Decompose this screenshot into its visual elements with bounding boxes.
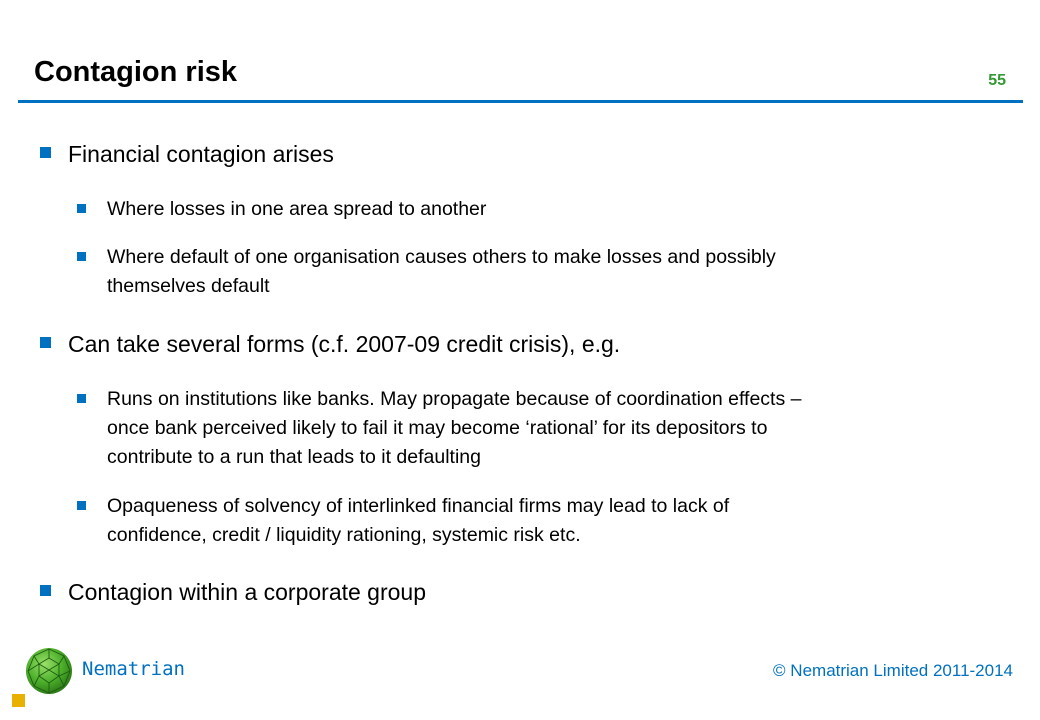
square-bullet-icon bbox=[40, 585, 51, 596]
bullet-text: Opaqueness of solvency of interlinked financial firms may lead to lack of confidence, credit / liquidity rationing, systemic risk etc. bbox=[107, 495, 730, 546]
green-geodesic-sphere-icon bbox=[24, 646, 74, 696]
bullet-text: Financial contagion arises bbox=[68, 141, 334, 167]
copyright-notice: © Nematrian Limited 2011-2014 bbox=[773, 661, 1013, 680]
bullet-text: Runs on institutions like banks. May propagate because of coordination effects – once bank perceived likely to fail it may become ‘rational’ for its depositors to contribute to a run that leads to it defaulting bbox=[107, 388, 802, 468]
bullet-text: Where default of one organisation causes others to make losses and possibly themselves default bbox=[107, 246, 776, 297]
square-bullet-icon bbox=[77, 252, 86, 261]
square-bullet-icon bbox=[77, 501, 86, 510]
bullet-text: Where losses in one area spread to another bbox=[107, 198, 487, 220]
square-bullet-icon bbox=[77, 394, 86, 403]
corner-square-icon bbox=[12, 694, 25, 707]
slide-number: 55 bbox=[988, 72, 1006, 89]
slide-title: Contagion risk bbox=[34, 56, 238, 88]
square-bullet-icon bbox=[40, 337, 51, 348]
square-bullet-icon bbox=[77, 204, 86, 213]
square-bullet-icon bbox=[40, 147, 51, 158]
bullet-text: Can take several forms (c.f. 2007-09 credit crisis), e.g. bbox=[68, 331, 621, 357]
bullet-text: Contagion within a corporate group bbox=[68, 579, 427, 605]
brand-name: Nematrian bbox=[82, 658, 185, 680]
